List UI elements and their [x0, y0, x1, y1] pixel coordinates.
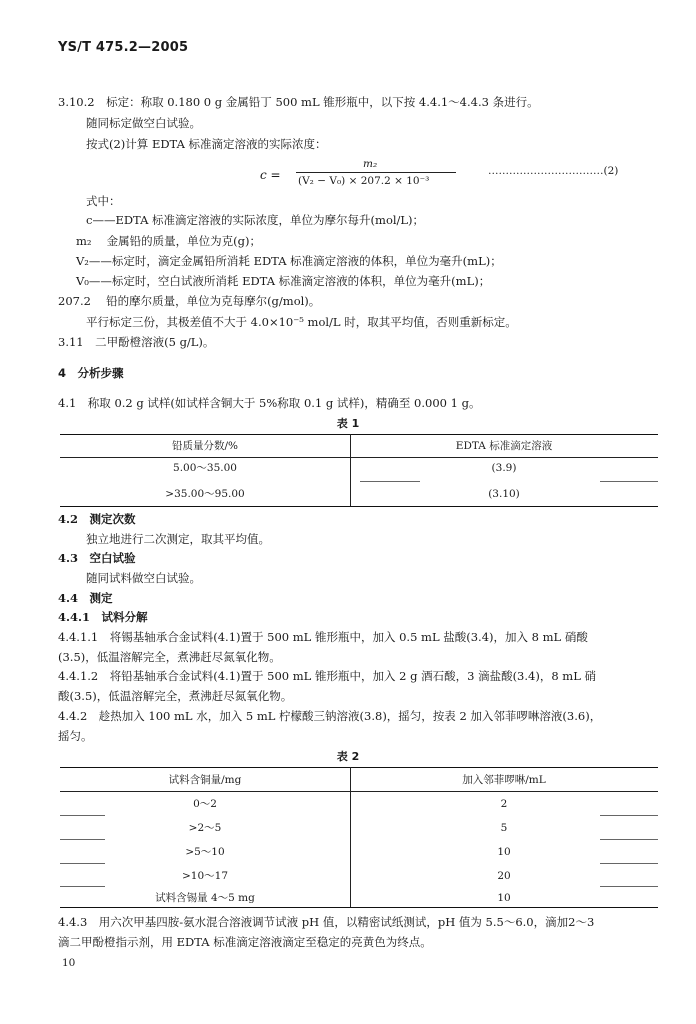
table2-row4-col2: 20: [497, 870, 511, 882]
def-v2: V₂——标定时，滴定金属铅所消耗 EDTA 标准滴定溶液的体积，单位为毫升(mL)；: [76, 254, 502, 268]
table2-row3-col1: >5～10: [185, 846, 225, 858]
def-m2: m₂ 金属铅的质量，单位为克(g)；: [76, 234, 262, 248]
def-c: c——EDTA 标准滴定溶液的实际浓度，单位为摩尔每升(mol/L)；: [86, 213, 425, 227]
table2-top-rule: [60, 767, 658, 768]
clause-3-10-2: 3.10.2 标定：称取 0.180 0 g 金属铅丁 500 mL 锥形瓶中，以下按 4.4.1～4.4.3 条进行。: [58, 95, 539, 109]
clause-4-2-text: 独立地进行二次测定，取其平均值。: [86, 532, 270, 546]
table1-row2-col2: (3.10): [488, 488, 520, 500]
table2-row-separator: [600, 886, 658, 887]
where-label: 式中：: [86, 194, 121, 208]
def-molar-mass: 207.2 铅的摩尔质量，单位为克每摩尔(g/mol)。: [58, 294, 321, 308]
formula-2: [260, 158, 460, 190]
table2-column-rule: [350, 767, 351, 907]
clause-4-3-title: 4.3 空白试验: [58, 551, 136, 565]
clause-4-4-1-2-line1: 4.4.1.2 将铅基轴承合金试料(4.1)置于 500 mL 锥形瓶中，加入 2 g 酒石酸，3 滴盐酸(3.4)，8 mL 硝: [58, 669, 596, 683]
table2-header-col2: 加入邻菲啰啉/mL: [462, 774, 546, 786]
table2-row-separator: [60, 815, 105, 816]
clause-3-11: 3.11 二甲酚橙溶液(5 g/L)。: [58, 335, 215, 349]
formula-lhs: c =: [260, 168, 281, 182]
table2-row-separator: [60, 886, 105, 887]
page-number: 10: [62, 957, 76, 969]
blank-calibration-note: 随同标定做空白试验。: [86, 116, 201, 130]
table2-caption: 表 2: [336, 750, 360, 763]
table2-row-separator: [600, 839, 658, 840]
table1-row-separator: [600, 481, 658, 482]
standard-code: YS/T 475.2—2005: [58, 40, 189, 55]
clause-4-4-3-line1: 4.4.3 用六次甲基四胺-氨水混合溶液调节试液 pH 值，以精密试纸测试，pH 值为 5.5～6.0，滴加2～3: [58, 915, 595, 929]
table1-row2-col1: >35.00～95.00: [165, 488, 245, 500]
table2-row-separator: [60, 839, 105, 840]
clause-4-4-2-line1: 4.4.2 趁热加入 100 mL 水，加入 5 mL 柠檬酸三钠溶液(3.8)，摇匀，按表 2 加入邻菲啰啉溶液(3.6)，: [58, 709, 602, 723]
clause-4-3-text: 随同试料做空白试验。: [86, 571, 201, 585]
table1-header-col1: 铅质量分数/%: [171, 440, 238, 452]
table2-row-separator: [600, 863, 658, 864]
clause-4-1: 4.1 称取 0.2 g 试样(如试样含铜大于 5%称取 0.1 g 试样)，精确至 0.000 1 g。: [58, 396, 481, 410]
formula-intro: 按式(2)计算 EDTA 标准滴定溶液的实际浓度：: [86, 137, 327, 151]
clause-4-4-1-1-line1: 4.4.1.1 将锡基轴承合金试料(4.1)置于 500 mL 锥形瓶中，加入 0.5 mL 盐酸(3.4)，加入 8 mL 硝酸: [58, 630, 588, 644]
table2-row2-col1: >2～5: [188, 822, 222, 834]
clause-4-4-1-1-line2: (3.5)，低温溶解完全，煮沸赶尽氮氧化物。: [58, 650, 281, 664]
formula-number: ……………………………(2): [488, 165, 619, 177]
table2-row-separator: [60, 863, 105, 864]
clause-4-4-2-line2: 摇匀。: [58, 729, 93, 743]
def-v0: V₀——标定时，空白试液所消耗 EDTA 标准滴定溶液的体积，单位为毫升(mL)；: [76, 274, 491, 288]
table2-row-separator: [600, 815, 658, 816]
table2-row3-col2: 10: [497, 846, 511, 858]
fraction-bar: [296, 172, 456, 173]
clause-4-4-1-2-line2: 酸(3.5)，低温溶解完全，煮沸赶尽氮氧化物。: [58, 689, 293, 703]
table2-bottom-rule: [60, 907, 658, 908]
table2-row4-col1: >10～17: [181, 870, 229, 882]
table1-row1-col2: (3.9): [491, 462, 517, 474]
table1-bottom-rule: [60, 506, 658, 507]
table1-header-col2: EDTA 标准滴定溶液: [455, 440, 553, 452]
table2-row1-col1: 0～2: [193, 798, 217, 810]
table1-top-rule: [60, 434, 658, 435]
clause-4-4-1-title: 4.4.1 试料分解: [58, 610, 148, 624]
formula-denominator: (V₂ − V₀) × 207.2 × 10⁻³: [298, 175, 430, 187]
table1-caption: 表 1: [336, 417, 360, 430]
table2-row5-col2: 10: [497, 892, 511, 904]
table2-row2-col2: 5: [500, 822, 508, 834]
table1-row-separator: [360, 481, 420, 482]
formula-numerator: m₂: [363, 158, 378, 170]
table2-header-rule: [60, 791, 658, 792]
clause-4-4-title: 4.4 测定: [58, 591, 113, 605]
table1-header-rule: [60, 457, 658, 458]
clause-4-4-3-line2: 滴二甲酚橙指示剂，用 EDTA 标准滴定溶液滴定至稳定的亮黄色为终点。: [58, 935, 432, 949]
clause-4-2-title: 4.2 测定次数: [58, 512, 136, 526]
section-4-title: 4 分析步骤: [58, 366, 124, 380]
table2-row1-col2: 2: [500, 798, 508, 810]
table2-row5-col1: 试料含锡量 4～5 mg: [155, 892, 255, 904]
table2-header-col1: 试料含铜量/mg: [168, 774, 242, 786]
parallel-calibration: 平行标定三份，其极差值不大于 4.0×10⁻⁵ mol/L 时，取其平均值，否则重新标定。: [86, 315, 517, 329]
table1-row1-col1: 5.00～35.00: [173, 462, 237, 474]
